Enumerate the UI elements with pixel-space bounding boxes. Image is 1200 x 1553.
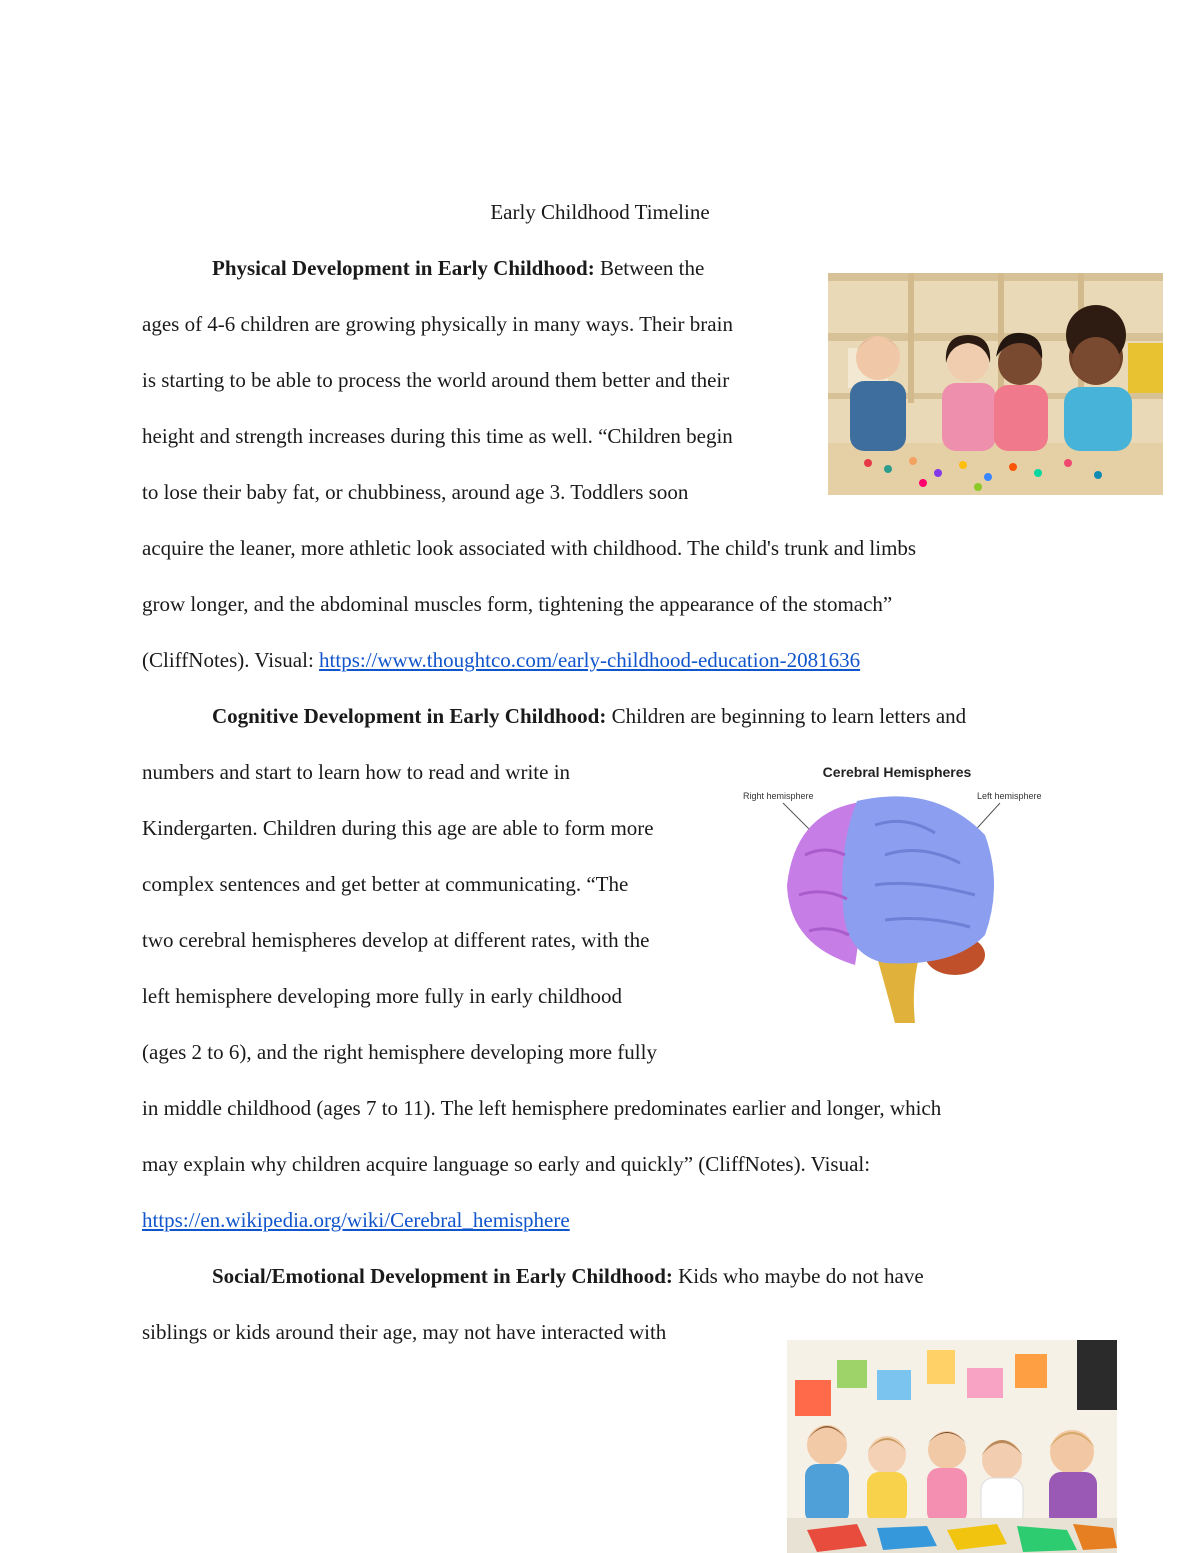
physical-line-6: acquire the leaner, more athletic look associated with childhood. The child's trunk and limbs bbox=[142, 536, 917, 560]
cognitive-line-7: (ages 2 to 6), and the right hemisphere developing more fully bbox=[142, 1040, 657, 1064]
physical-heading: Physical Development in Early Childhood: bbox=[212, 256, 595, 280]
left-hemisphere bbox=[842, 796, 994, 963]
cognitive-line-10 bbox=[142, 1204, 570, 1236]
physical-line-2: ages of 4-6 children are growing physically in many ways. Their brain bbox=[142, 312, 733, 336]
cognitive-line-2: numbers and start to learn how to read and write in bbox=[142, 760, 571, 784]
classroom-children-photo bbox=[828, 273, 1163, 495]
brain-right-label: Right hemisphere bbox=[743, 791, 814, 801]
physical-line-1-text: Between the bbox=[594, 256, 705, 280]
physical-line-1 bbox=[212, 252, 704, 284]
cognitive-line-1-text: Children are beginning to learn letters and bbox=[606, 704, 967, 728]
physical-line-3: is starting to be able to process the world around them better and their bbox=[142, 368, 730, 392]
cognitive-line-8: in middle childhood (ages 7 to 11). The left hemisphere predominates earlier and longer, which bbox=[142, 1096, 942, 1120]
physical-line-5: to lose their baby fat, or chubbiness, around age 3. Toddlers soon bbox=[142, 480, 689, 504]
physical-line-7: grow longer, and the abdominal muscles form, tightening the appearance of the stomach” bbox=[142, 592, 893, 616]
cognitive-line-6: left hemisphere developing more fully in early childhood bbox=[142, 984, 622, 1008]
document-title: Early Childhood Timeline bbox=[490, 200, 710, 224]
physical-line-4: height and strength increases during this time as well. “Children begin bbox=[142, 424, 733, 448]
cognitive-line-5: two cerebral hemispheres develop at different rates, with the bbox=[142, 928, 650, 952]
cognitive-line-1 bbox=[212, 700, 966, 732]
cognitive-line-9: may explain why children acquire language so early and quickly” (CliffNotes). Visual: bbox=[142, 1152, 871, 1176]
wikipedia-link[interactable]: https://en.wikipedia.org/wiki/Cerebral_hemisphere bbox=[142, 1208, 570, 1232]
social-line-2: siblings or kids around their age, may not have interacted with bbox=[142, 1320, 667, 1344]
social-heading: Social/Emotional Development in Early Childhood: bbox=[212, 1264, 673, 1288]
social-line-1-text: Kids who maybe do not have bbox=[672, 1264, 924, 1288]
physical-line-8 bbox=[142, 644, 860, 676]
social-line-1 bbox=[212, 1260, 924, 1292]
cognitive-heading: Cognitive Development in Early Childhood: bbox=[212, 704, 607, 728]
thoughtco-link[interactable]: https://www.thoughtco.com/early-childhood-education-2081636 bbox=[319, 648, 861, 672]
cognitive-line-4: complex sentences and get better at communicating. “The bbox=[142, 872, 629, 896]
brain-figure bbox=[735, 755, 1050, 1030]
brain-left-label: Left hemisphere bbox=[977, 791, 1042, 801]
art-class-children-photo bbox=[787, 1340, 1117, 1553]
brain-figure-title: Cerebral Hemispheres bbox=[822, 764, 972, 780]
cognitive-line-3: Kindergarten. Children during this age are able to form more bbox=[142, 816, 654, 840]
physical-visual-prefix: (CliffNotes). Visual: bbox=[142, 648, 320, 672]
